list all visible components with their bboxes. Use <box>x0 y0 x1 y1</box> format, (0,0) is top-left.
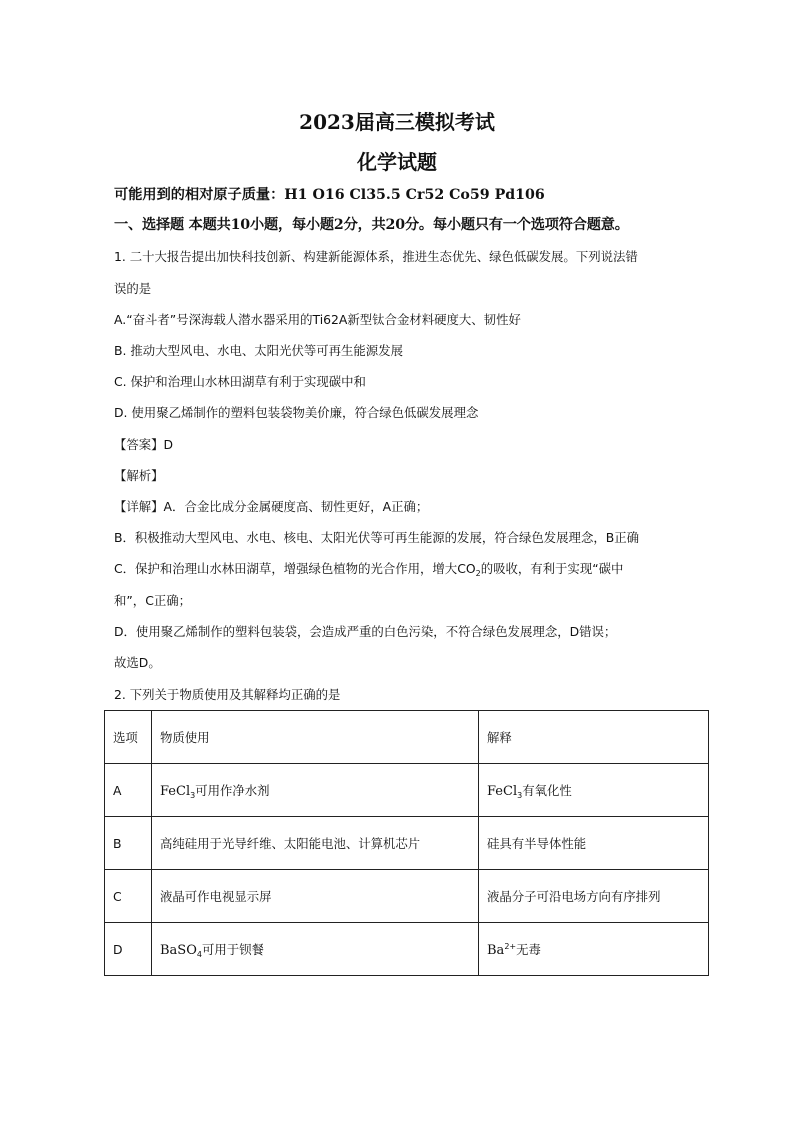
table-row <box>105 870 709 923</box>
formula: FeCl <box>160 784 191 799</box>
explanation-text: 无毒 <box>516 942 541 957</box>
section-heading: 一、选择题 本题共10小题，每小题2分，共20分。每小题只有一个选项符合题意。 <box>114 217 629 233</box>
table-row <box>105 764 709 817</box>
row-explanation: 液晶分子可沿电场方向有序排列 <box>479 870 709 923</box>
row-explanation <box>479 764 709 817</box>
explanation-text: 有氧化性 <box>522 783 572 798</box>
header-option: 选项 <box>105 711 152 764</box>
formula-subscript: 3 <box>517 791 523 800</box>
q1-conclusion: 故选D。 <box>114 655 161 670</box>
detail-c-text-b: 的吸收，有利于实现“碳中 <box>480 561 624 576</box>
row-explanation: 硅具有半导体性能 <box>479 817 709 870</box>
row-explanation <box>479 923 709 976</box>
formula: BaSO <box>160 943 197 958</box>
exam-title: 2023届高三模拟考试 <box>299 110 495 134</box>
q1-stem-line1: 1. 二十大报告提出加快科技创新、构建新能源体系，推进生态优先、绿色低碳发展。下列说法错 <box>114 249 638 264</box>
row-use: 高纯硅用于光导纤维、太阳能电池、计算机芯片 <box>152 817 479 870</box>
q1-detail-b: B．积极推动大型风电、水电、核电、太阳光伏等可再生能源的发展，符合绿色发展理念，B正确 <box>114 530 640 545</box>
q1-detail-d: D．使用聚乙烯制作的塑料包装袋，会造成严重的白色污染，不符合绿色发展理念，D错误； <box>114 624 617 639</box>
row-option: D <box>105 923 152 976</box>
row-use <box>152 764 479 817</box>
table-header-row <box>105 711 709 764</box>
q1-detail-c-line2: 和”，C正确； <box>114 593 192 608</box>
charge-superscript: 2+ <box>504 942 517 951</box>
q1-analysis-heading: 【解析】 <box>114 468 164 483</box>
use-text: 可用于钡餐 <box>201 942 264 957</box>
detail-c-text-a: C．保护和治理山水林田湖草，增强绿色植物的光合作用，增大CO <box>114 561 476 576</box>
formula-subscript: 4 <box>196 950 202 959</box>
formula-subscript: 3 <box>190 791 196 800</box>
q1-stem-line2: 误的是 <box>114 281 152 296</box>
formula: Ba <box>487 943 505 958</box>
subject-title: 化学试题 <box>357 150 437 174</box>
q1-option-b: B. 推动大型风电、水电、太阳光伏等可再生能源发展 <box>114 343 403 358</box>
table-row <box>105 923 709 976</box>
formula: FeCl <box>487 784 518 799</box>
q2-options-table <box>104 710 709 976</box>
use-text: 可用作净水剂 <box>195 783 270 798</box>
row-use <box>152 923 479 976</box>
q1-option-c: C. 保护和治理山水林田湖草有利于实现碳中和 <box>114 374 366 389</box>
row-option: A <box>105 764 152 817</box>
q1-option-d: D. 使用聚乙烯制作的塑料包装袋物美价廉，符合绿色低碳发展理念 <box>114 405 479 420</box>
q1-detail-c <box>114 560 714 578</box>
q1-detail-a: 【详解】A．合金比成分金属硬度高、韧性更好，A正确； <box>114 499 429 514</box>
q1-answer: 【答案】D <box>114 437 174 452</box>
table-row <box>105 817 709 870</box>
header-explanation: 解释 <box>479 711 709 764</box>
row-use: 液晶可作电视显示屏 <box>152 870 479 923</box>
header-use: 物质使用 <box>152 711 479 764</box>
row-option: B <box>105 817 152 870</box>
q1-option-a: A.“奋斗者”号深海载人潜水器采用的Ti62A新型钛合金材料硬度大、韧性好 <box>114 312 521 327</box>
co2-subscript: 2 <box>475 569 481 578</box>
atomic-masses-line: 可能用到的相对原子质量：H1 O16 Cl35.5 Cr52 Co59 Pd106 <box>114 187 545 203</box>
q2-stem: 2. 下列关于物质使用及其解释均正确的是 <box>114 687 341 702</box>
row-option: C <box>105 870 152 923</box>
